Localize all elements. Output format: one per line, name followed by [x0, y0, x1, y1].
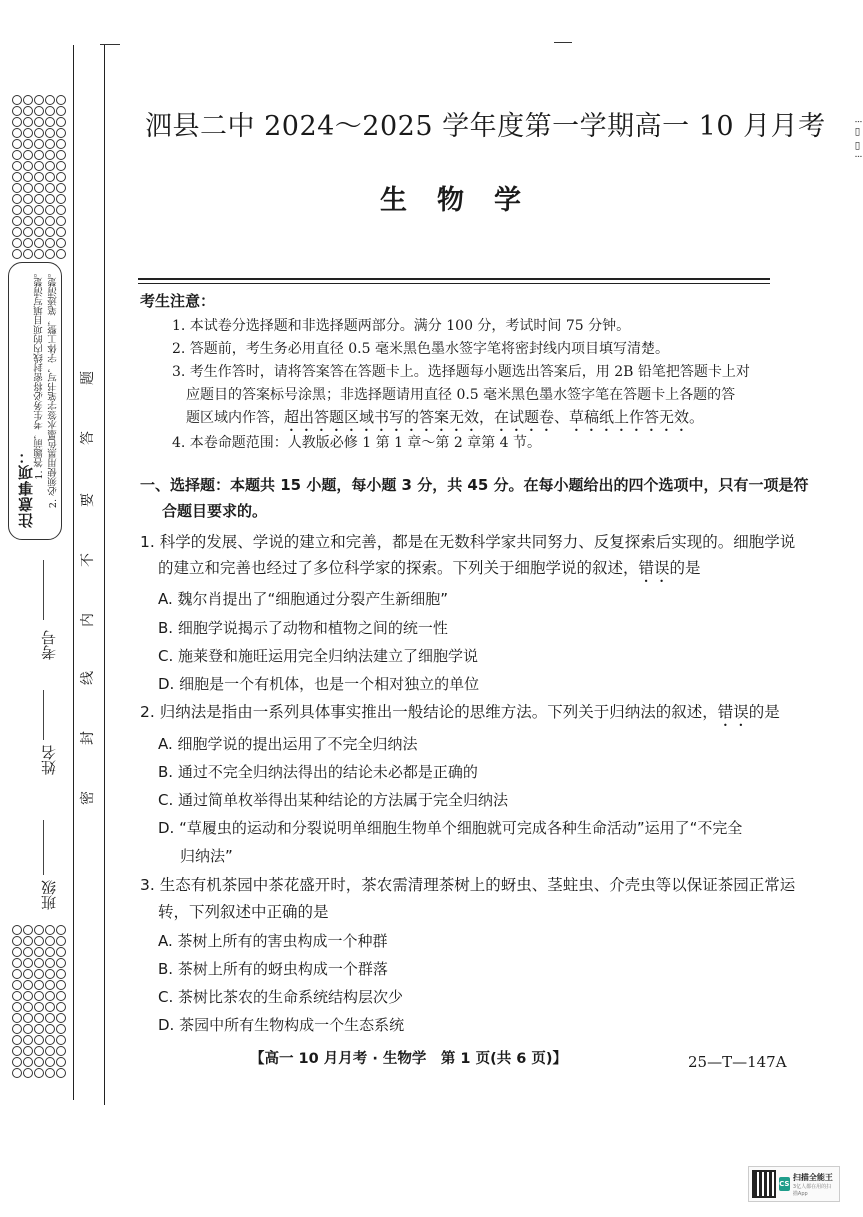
name-label: 姓名: [40, 745, 58, 775]
binding-hole-icon: [56, 216, 66, 226]
binding-hole-icon: [12, 1002, 22, 1012]
question-1-option-a: A. 魏尔肖提出了“细胞通过分裂产生新细胞”: [158, 590, 449, 608]
binding-hole-icon: [45, 1013, 55, 1023]
question-2-stem: [140, 700, 780, 730]
binding-hole-icon: [23, 1013, 33, 1023]
binding-hole-icon: [12, 1068, 22, 1078]
binding-hole-icon: [56, 1035, 66, 1045]
question-2-option-b: B. 通过不完全归纳法得出的结论未必都是正确的: [158, 763, 478, 781]
page-footer: 【高一 10 月月考 · 生物学 第 1 页(共 6 页)】: [250, 1051, 568, 1067]
question-2-text-end: 的是: [748, 703, 780, 721]
binding-hole-icon: [23, 106, 33, 116]
binding-hole-icon: [56, 1057, 66, 1067]
subject-title: 生物学: [380, 185, 551, 216]
binding-hole-icon: [56, 991, 66, 1001]
exam-no-label: 考号: [40, 630, 58, 660]
question-2-text: 2. 归纳法是指由一系列具体事实推出一般结论的思维方法。下列关于归纳法的叙述，: [140, 703, 718, 721]
binding-hole-icon: [34, 227, 44, 237]
binding-hole-icon: [34, 106, 44, 116]
binding-hole-icon: [56, 150, 66, 160]
binding-hole-icon: [12, 1013, 22, 1023]
binding-hole-icon: [34, 1035, 44, 1045]
seal-char: 要: [80, 493, 96, 507]
class-field[interactable]: [43, 820, 44, 875]
note-3: 3. 考生作答时，请将答案答在答题卡上。选择题每小题选出答案后，用 2B 铅笔把答题卡上对: [172, 364, 750, 380]
binding-hole-icon: [34, 947, 44, 957]
binding-hole-icon: [23, 991, 33, 1001]
binding-hole-icon: [12, 1057, 22, 1067]
binding-hole-icon: [12, 95, 22, 105]
binding-hole-icon: [45, 925, 55, 935]
header-rule: [138, 283, 770, 284]
scanner-label: [793, 1172, 836, 1197]
note-3-cont2: [186, 406, 704, 435]
binding-hole-icon: [23, 969, 33, 979]
binding-hole-icon: [45, 958, 55, 968]
binding-hole-icon: [34, 128, 44, 138]
binding-hole-icon: [56, 183, 66, 193]
binding-hole-icon: [45, 936, 55, 946]
class-label: 班级: [40, 880, 58, 910]
binding-hole-icon: [34, 1046, 44, 1056]
name-field[interactable]: [43, 690, 44, 740]
binding-hole-icon: [34, 249, 44, 259]
seal-line-inner: [104, 45, 105, 1105]
crop-mark: [100, 44, 120, 45]
header-rule: [138, 278, 770, 280]
note-3-cont: 应题目的答案标号涂黑；非选择题请用直径 0.5 毫米黑色墨水签字笔在答题卡上各题的答: [186, 387, 736, 403]
binding-hole-icon: [12, 117, 22, 127]
binding-hole-icon: [56, 1024, 66, 1034]
binding-hole-icon: [34, 1024, 44, 1034]
binding-hole-icon: [12, 249, 22, 259]
binding-hole-icon: [34, 150, 44, 160]
binding-hole-icon: [34, 925, 44, 935]
binding-hole-icon: [45, 194, 55, 204]
binding-hole-icon: [56, 936, 66, 946]
binding-hole-icon: [12, 1046, 22, 1056]
binding-hole-icon: [56, 172, 66, 182]
seal-char: 题: [80, 371, 96, 385]
binding-hole-icon: [12, 150, 22, 160]
binding-hole-icon: [45, 95, 55, 105]
question-3-option-d: D. 茶园中所有生物构成一个生态系统: [158, 1016, 405, 1034]
binding-hole-icon: [34, 172, 44, 182]
question-3-option-c: C. 茶树比茶农的生命系统结构层次少: [158, 988, 404, 1006]
binding-hole-icon: [23, 183, 33, 193]
question-1-stem-cont: [158, 556, 701, 586]
binding-hole-icon: [23, 1057, 33, 1067]
binding-hole-icon: [23, 1068, 33, 1078]
question-1-option-c: C. 施莱登和施旺运用完全归纳法建立了细胞学说: [158, 647, 479, 665]
seal-line-outer: [73, 45, 74, 1100]
binding-hole-icon: [56, 117, 66, 127]
binding-hole-icon: [23, 980, 33, 990]
binding-hole-icon: [45, 139, 55, 149]
binding-hole-icon: [12, 161, 22, 171]
scanner-app-tagline: 3亿人都在用的扫描App: [792, 1183, 832, 1197]
note-2: 2. 答题前，考生务必用直径 0.5 毫米黑色墨水签字笔将密封线内项目填写清楚。: [172, 341, 669, 357]
question-3-stem-cont: 转，下列叙述中正确的是: [158, 903, 329, 921]
binding-hole-icon: [23, 128, 33, 138]
binding-hole-icon: [12, 227, 22, 237]
exam-no-field[interactable]: [43, 560, 44, 620]
question-2-option-d: D. “草履虫的运动和分裂说明单细胞生物单个细胞就可完成各种生命活动”运用了“不完全: [158, 819, 743, 837]
qr-code-icon: [752, 1170, 776, 1198]
binding-hole-icon: [45, 1024, 55, 1034]
scanner-watermark: [748, 1166, 840, 1202]
question-3-stem: 3. 生态有机茶园中茶花盛开时，茶农需清理茶树上的蚜虫、茎蛀虫、介壳虫等以保证茶园正常运: [140, 876, 796, 894]
binding-hole-icon: [45, 205, 55, 215]
question-1-stem: 1. 科学的发展、学说的建立和完善，都是在无数科学家共同努力、反复探索后实现的。细胞学说: [140, 533, 796, 551]
binding-hole-icon: [45, 249, 55, 259]
binding-margin: [0, 0, 112, 1217]
page-edge-marks: ⁝ ▯ ▯ ⁝: [852, 120, 863, 158]
binding-hole-icon: [56, 1013, 66, 1023]
binding-hole-icon: [34, 194, 44, 204]
binding-hole-icon: [56, 1068, 66, 1078]
binding-hole-icon: [23, 958, 33, 968]
binding-hole-icon: [23, 172, 33, 182]
binding-hole-icon: [34, 139, 44, 149]
binding-hole-icon: [23, 1024, 33, 1034]
binding-hole-icon: [34, 991, 44, 1001]
binding-hole-icon: [45, 117, 55, 127]
binding-hole-icon: [45, 1002, 55, 1012]
question-1-option-d: D. 细胞是一个有机体，也是一个相对独立的单位: [158, 675, 480, 693]
binding-hole-icon: [45, 1046, 55, 1056]
binding-hole-icon: [23, 161, 33, 171]
binding-hole-icon: [45, 1035, 55, 1045]
binding-holes-top: [12, 95, 66, 259]
binding-hole-icon: [34, 117, 44, 127]
binding-hole-icon: [23, 936, 33, 946]
binding-hole-icon: [56, 980, 66, 990]
binding-hole-icon: [56, 947, 66, 957]
camscanner-logo-icon: CS: [779, 1177, 790, 1191]
binding-hole-icon: [12, 128, 22, 138]
binding-hole-icon: [23, 194, 33, 204]
seal-char: 答: [80, 431, 96, 445]
binding-hole-icon: [34, 161, 44, 171]
binding-hole-icon: [23, 117, 33, 127]
binding-hole-icon: [12, 183, 22, 193]
emphasis-word: 错误: [638, 559, 670, 577]
binding-hole-icon: [23, 1046, 33, 1056]
binding-hole-icon: [45, 216, 55, 226]
section-heading: 一、选择题：本题共 15 小题，每小题 3 分，共 45 分。在每小题给出的四个选项中，只有一项是符: [140, 476, 809, 494]
question-1-text: 的建立和完善也经过了多位科学家的探索。下列关于细胞学说的叙述，: [158, 559, 639, 577]
binding-hole-icon: [12, 936, 22, 946]
binding-hole-icon: [34, 1013, 44, 1023]
binding-hole-icon: [34, 183, 44, 193]
emphasis-word: 错误: [717, 703, 749, 721]
binding-hole-icon: [45, 1057, 55, 1067]
binding-hole-icon: [23, 1035, 33, 1045]
binding-hole-icon: [23, 947, 33, 957]
binding-hole-icon: [12, 216, 22, 226]
binding-hole-icon: [12, 1035, 22, 1045]
binding-hole-icon: [56, 128, 66, 138]
question-2-option-d-cont: 归纳法”: [180, 847, 233, 865]
crop-mark: [554, 42, 572, 43]
binding-hole-icon: [34, 958, 44, 968]
binding-hole-icon: [23, 205, 33, 215]
binding-hole-icon: [23, 238, 33, 248]
binding-hole-icon: [23, 216, 33, 226]
binding-hole-icon: [56, 249, 66, 259]
binding-hole-icon: [34, 205, 44, 215]
binding-hole-icon: [23, 150, 33, 160]
binding-hole-icon: [56, 1046, 66, 1056]
seal-char: 封: [80, 731, 96, 745]
binding-hole-icon: [34, 1057, 44, 1067]
binding-hole-icon: [45, 150, 55, 160]
question-2-option-a: A. 细胞学说的提出运用了不完全归纳法: [158, 735, 418, 753]
exam-title: 泗县二中 2024～2025 学年度第一学期高一 10 月月考: [145, 111, 826, 142]
binding-hole-icon: [45, 172, 55, 182]
binding-hole-icon: [56, 205, 66, 215]
seal-char: 不: [80, 553, 96, 567]
binding-hole-icon: [45, 991, 55, 1001]
binding-hole-icon: [34, 238, 44, 248]
binding-hole-icon: [12, 238, 22, 248]
binding-hole-icon: [23, 925, 33, 935]
binding-hole-icon: [45, 980, 55, 990]
question-3-option-a: A. 茶树上所有的害虫构成一个种群: [158, 932, 388, 950]
binding-hole-icon: [34, 1002, 44, 1012]
binding-hole-icon: [12, 925, 22, 935]
seal-char: 密: [80, 791, 96, 805]
binding-hole-icon: [34, 216, 44, 226]
binding-hole-icon: [12, 106, 22, 116]
paper-code: 25—T—147A: [688, 1053, 787, 1071]
binding-hole-icon: [45, 183, 55, 193]
question-1-text-end: 的是: [669, 559, 701, 577]
seal-char: 线: [80, 671, 96, 685]
binding-hole-icon: [23, 1002, 33, 1012]
question-3-option-b: B. 茶树上所有的蚜虫构成一个群落: [158, 960, 388, 978]
binding-hole-icon: [56, 227, 66, 237]
binding-hole-icon: [12, 958, 22, 968]
binding-hole-icon: [12, 947, 22, 957]
note-1: 1. 本试卷分选择题和非选择题两部分。满分 100 分，考试时间 75 分钟。: [172, 318, 631, 334]
note-3-emphasis: 超出答题区域书写的答案无效，在试题卷、草稿纸上作答无效。: [284, 408, 705, 426]
notice-title: 注意事项：: [17, 448, 35, 528]
binding-hole-icon: [45, 227, 55, 237]
binding-hole-icon: [56, 194, 66, 204]
section-heading-cont: 合题目要求的。: [162, 502, 268, 520]
binding-hole-icon: [12, 172, 22, 182]
note-4: 4. 本卷命题范围：人教版必修 1 第 1 章～第 2 章第 4 节。: [172, 435, 542, 451]
binding-hole-icon: [56, 1002, 66, 1012]
question-1-option-b: B. 细胞学说揭示了动物和植物之间的统一性: [158, 619, 448, 637]
binding-hole-icon: [34, 95, 44, 105]
binding-hole-icon: [56, 161, 66, 171]
binding-hole-icon: [12, 1024, 22, 1034]
binding-hole-icon: [45, 238, 55, 248]
binding-hole-icon: [56, 925, 66, 935]
binding-hole-icon: [34, 969, 44, 979]
seal-char: 内: [80, 613, 96, 627]
notice-line-1: 1. 答题前，考生务必将密封线内的项目填写清楚。: [34, 268, 45, 480]
binding-holes-bottom: [12, 925, 66, 1078]
binding-hole-icon: [56, 95, 66, 105]
binding-hole-icon: [56, 238, 66, 248]
binding-hole-icon: [34, 1068, 44, 1078]
binding-hole-icon: [56, 106, 66, 116]
binding-hole-icon: [45, 947, 55, 957]
binding-hole-icon: [12, 205, 22, 215]
binding-hole-icon: [56, 139, 66, 149]
binding-hole-icon: [56, 958, 66, 968]
binding-hole-icon: [12, 139, 22, 149]
binding-hole-icon: [34, 980, 44, 990]
binding-hole-icon: [45, 161, 55, 171]
scanner-app-name: 扫描全能王: [792, 1172, 833, 1182]
binding-hole-icon: [45, 106, 55, 116]
binding-hole-icon: [56, 969, 66, 979]
binding-hole-icon: [45, 128, 55, 138]
notice-line-2: 2. 必须使用黑色墨水签字笔书写，字体工整，笔迹清楚。: [48, 268, 59, 509]
binding-hole-icon: [45, 969, 55, 979]
binding-hole-icon: [12, 194, 22, 204]
binding-hole-icon: [23, 227, 33, 237]
binding-hole-icon: [45, 1068, 55, 1078]
binding-hole-icon: [12, 991, 22, 1001]
binding-hole-icon: [12, 969, 22, 979]
binding-hole-icon: [23, 95, 33, 105]
binding-hole-icon: [12, 980, 22, 990]
note-3-plain: 题区域内作答，: [186, 410, 284, 426]
question-2-option-c: C. 通过简单枚举得出某种结论的方法属于完全归纳法: [158, 791, 509, 809]
notes-heading: 考生注意：: [140, 292, 216, 310]
binding-hole-icon: [23, 139, 33, 149]
binding-hole-icon: [23, 249, 33, 259]
binding-hole-icon: [34, 936, 44, 946]
